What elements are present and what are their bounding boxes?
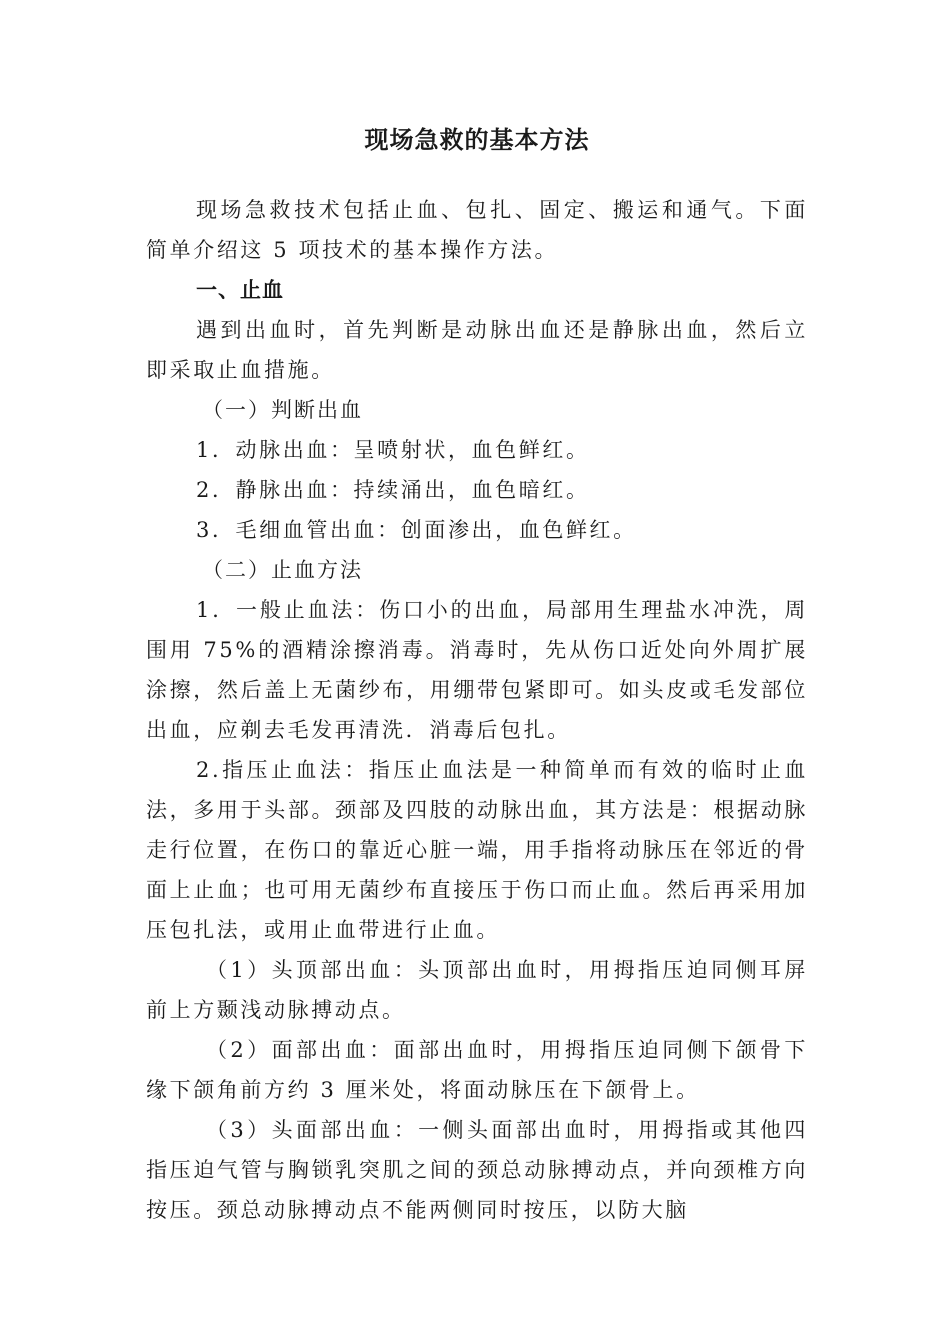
paragraph-head-face-bleeding: （3）头面部出血：一侧头面部出血时，用拇指或其他四指压迫气管与胸锁乳突肌之间的颈总动脉搏动点，并向颈椎方向按压。颈总动脉搏动点不能两侧同时按压，以防大脑 xyxy=(146,1118,808,1222)
paragraph-scalp-bleeding: （1）头顶部出血：头顶部出血时，用拇指压迫同侧耳屏前上方颞浅动脉搏动点。 xyxy=(146,958,808,1022)
list-item-arterial-bleeding: 1．动脉出血：呈喷射状，血色鲜红。 xyxy=(196,438,590,462)
subsection-heading-hemostasis-methods: （二）止血方法 xyxy=(202,558,363,582)
paragraph-face-bleeding: （2）面部出血：面部出血时，用拇指压迫同侧下颌骨下缘下颌角前方约 3 厘米处，将面动脉压在下颌骨上。 xyxy=(146,1038,808,1102)
subsection-heading-judge-bleeding: （一）判断出血 xyxy=(202,398,363,422)
hemostasis-intro-paragraph: 遇到出血时，首先判断是动脉出血还是静脉出血，然后立即采取止血措施。 xyxy=(146,318,808,382)
paragraph-general-hemostasis: 1．一般止血法：伤口小的出血，局部用生理盐水冲洗，周围用 75%的酒精涂擦消毒。消毒时，先从伤口近处向外周扩展涂擦，然后盖上无菌纱布，用绷带包紧即可。如头皮或毛发部位出血，应剃去毛发再清洗．消毒后包扎。 xyxy=(146,598,808,742)
intro-paragraph: 现场急救技术包括止血、包扎、固定、搬运和通气。下面简单介绍这 5 项技术的基本操作方法。 xyxy=(146,198,808,262)
section-heading-hemostasis: 一、止血 xyxy=(196,278,284,302)
list-item-capillary-bleeding: 3．毛细血管出血：创面渗出，血色鲜红。 xyxy=(196,518,637,542)
list-item-venous-bleeding: 2．静脉出血：持续涌出，血色暗红。 xyxy=(196,478,590,502)
document-title: 现场急救的基本方法 xyxy=(364,126,590,154)
paragraph-finger-pressure: 2.指压止血法：指压止血法是一种简单而有效的临时止血法，多用于头部。颈部及四肢的动脉出血，其方法是：根据动脉走行位置，在伤口的靠近心脏一端，用手指将动脉压在邻近的骨面上止血；也可用无菌纱布直接压于伤口而止血。然后再采用加压包扎法，或用止血带进行止血。 xyxy=(146,758,808,942)
document-page xyxy=(146,120,808,1230)
